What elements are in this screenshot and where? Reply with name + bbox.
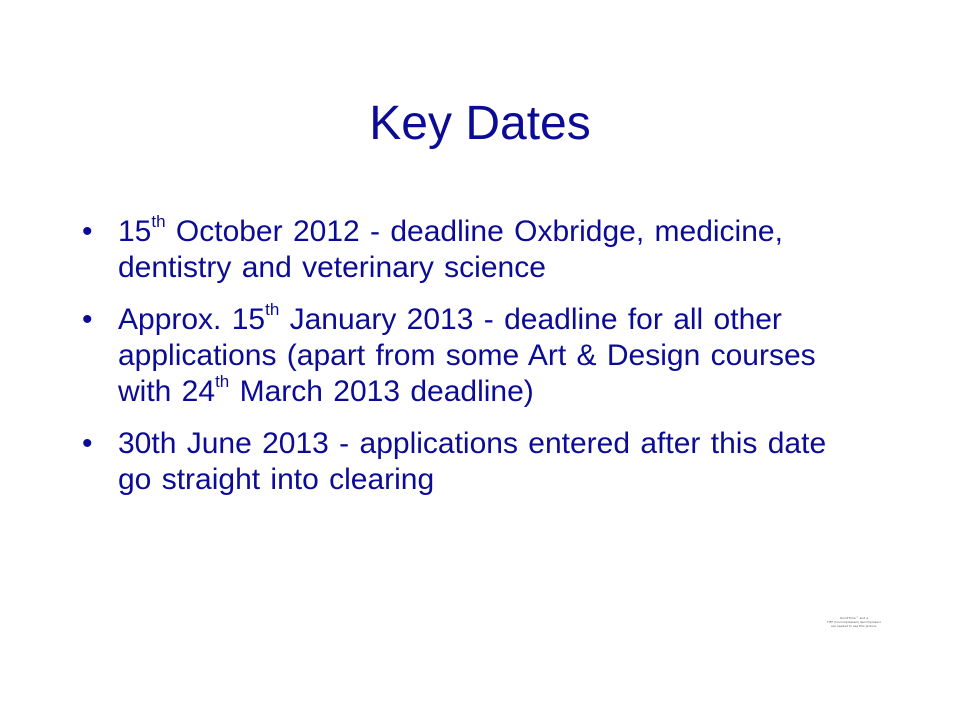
bullet-icon: • [82,427,93,460]
bullet-item-oxbridge-deadline [82,214,862,286]
quicktime-note-line: TIFF (Uncompressed) decompressor [827,620,881,624]
slide-title: Key Dates [369,97,591,150]
bullet-list [82,214,862,514]
bullet-item-june-clearing [82,426,862,498]
bullet-middle-suffix: th [215,372,230,391]
bullet-date-day: 15 [118,215,152,248]
bullet-prefix-suffix: th [265,300,280,319]
bullet-icon: • [82,215,93,248]
quicktime-placeholder-note [808,616,900,628]
bullet-icon: • [82,303,93,336]
quicktime-note-line: QuickTime™ and a [839,616,869,620]
bullet-item-january-deadline [82,302,862,410]
bullet-date-suffix: th [151,212,166,231]
quicktime-note-line: are needed to see this picture. [830,624,878,628]
bullet-text: 30th June 2013 - applications entered after this date go straight into clearing [118,427,827,496]
bullet-text: October 2012 - deadline Oxbridge, medicine, dentistry and veterinary science [118,215,783,284]
bullet-text-middle: January 2013 - deadline for all other applications (apart from some Art & Design courses with 24 [118,303,816,408]
bullet-text-end: March 2013 deadline) [229,375,534,408]
bullet-text-prefix: Approx. 15 [118,303,266,336]
